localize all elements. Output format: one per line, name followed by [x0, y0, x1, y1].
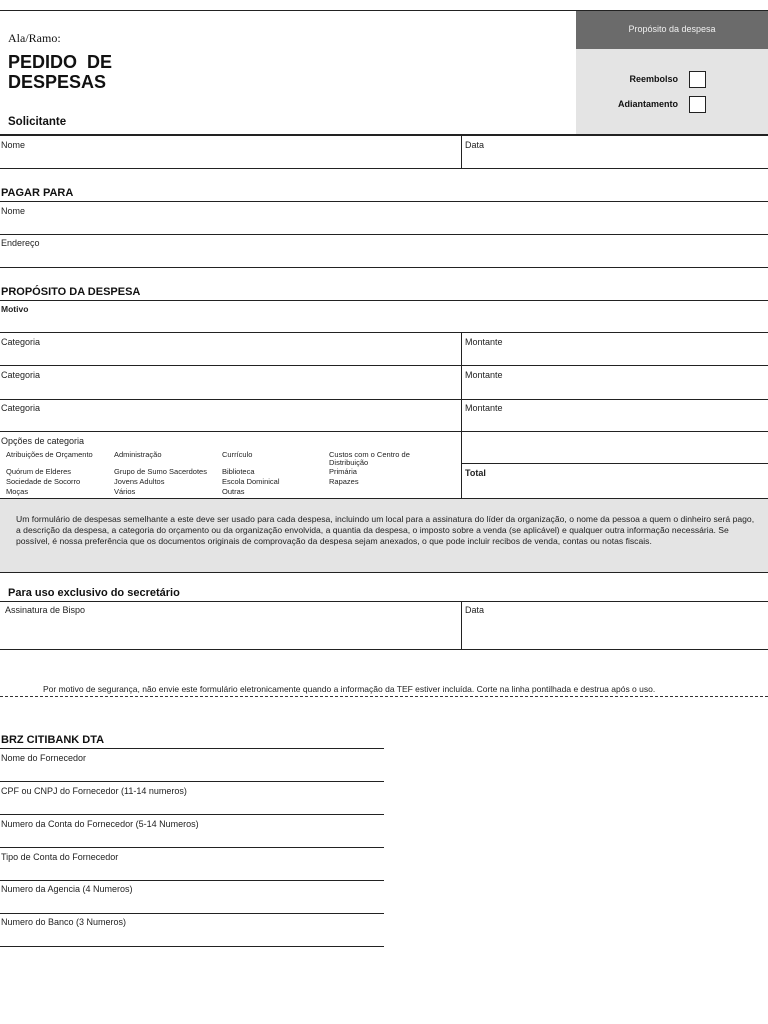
amount-field-1[interactable]: Montante	[465, 337, 503, 347]
rule	[461, 463, 768, 464]
rule	[0, 134, 768, 136]
rule	[0, 781, 384, 782]
option: Administração	[114, 450, 162, 459]
bank-number-field[interactable]: Numero do Banco (3 Numeros)	[1, 917, 127, 927]
form-title-line1: PEDIDO DE	[8, 52, 113, 72]
amount-field-2[interactable]: Montante	[465, 370, 503, 380]
pay-to-name-field[interactable]: Nome	[1, 206, 26, 216]
category-field-3[interactable]: Categoria	[1, 403, 41, 413]
secretary-date-field[interactable]: Data	[465, 605, 485, 615]
category-options-col2	[114, 451, 207, 496]
vendor-account-type-field[interactable]: Tipo de Conta do Fornecedor	[1, 852, 119, 862]
amount-field-3[interactable]: Montante	[465, 403, 503, 413]
option: Distribuição	[329, 458, 369, 467]
divider	[461, 332, 462, 499]
purpose-panel	[576, 11, 768, 134]
vendor-tax-id-field[interactable]: CPF ou CNPJ do Fornecedor (11-14 numeros)	[1, 786, 187, 796]
rule	[0, 814, 384, 815]
option: Currículo	[222, 450, 253, 459]
reimbursement-label: Reembolso	[629, 74, 678, 84]
option: Escola Dominical	[222, 477, 280, 486]
rule	[0, 234, 768, 235]
rule	[0, 913, 384, 914]
category-field-1[interactable]: Categoria	[1, 337, 41, 347]
option: Outras	[222, 487, 245, 496]
rule	[0, 601, 768, 602]
option: Custos com o Centro de	[329, 450, 410, 459]
bank-heading: BRZ CITIBANK DTA	[1, 734, 105, 746]
notice-panel	[0, 499, 768, 572]
rule	[0, 267, 768, 268]
purpose-heading: PROPÓSITO DA DESPESA	[1, 286, 141, 298]
rule	[0, 880, 384, 881]
total-field[interactable]: Total	[465, 468, 486, 478]
category-field-2[interactable]: Categoria	[1, 370, 41, 380]
purpose-panel-header-text: Propósito da despesa	[628, 24, 716, 34]
security-note: Por motivo de segurança, não envie este formulário eletronicamente quando a informação da TEF estiver incluída. Corte na linha pontilhada e destrua após o uso.	[43, 684, 656, 694]
purpose-panel-header	[576, 11, 768, 49]
rule	[0, 201, 768, 202]
divider	[461, 135, 462, 168]
ward-label: Ala/Ramo:	[8, 31, 61, 45]
requester-name-field[interactable]: Nome	[1, 140, 26, 150]
rule	[0, 431, 768, 432]
option: Jovens Adultos	[114, 477, 165, 486]
category-options-title: Opções de categoria	[1, 436, 85, 446]
option: Grupo de Sumo Sacerdotes	[114, 467, 207, 476]
vendor-name-field[interactable]: Nome do Fornecedor	[1, 753, 87, 763]
requester-heading: Solicitante	[8, 116, 67, 128]
category-options-col3	[222, 451, 280, 496]
notice-text: Um formulário de despesas semelhante a este deve ser usado para cada despesa, incluindo um local para a assinatura do líder da organização, o nome da pessoa a quem o dinheiro será pago, a descrição da despesa, a categoria do orçamento ou da organização envolvida, a quantia da despesa, o imposto sobre a venda (se aplicável) e qualquer outra informação necessária. Se possível, é nossa preferência que os documentos originais de comprovação da despesa sejam anexados, o que pode incluir recibos de venda, contas ou notas fiscais.	[16, 514, 755, 546]
option: Quórum de Elderes	[6, 467, 72, 476]
advance-label: Adiantamento	[617, 99, 678, 109]
reason-field[interactable]: Motivo	[1, 304, 29, 314]
form-title	[8, 52, 112, 92]
rule	[0, 365, 768, 366]
option: Moças	[6, 487, 29, 496]
rule	[0, 168, 768, 169]
option: Atribuições de Orçamento	[6, 450, 93, 459]
secretary-heading: Para uso exclusivo do secretário	[8, 587, 180, 599]
rule	[0, 300, 768, 301]
requester-date-field[interactable]: Data	[465, 140, 485, 150]
advance-checkbox[interactable]	[689, 96, 706, 113]
rule	[0, 649, 768, 650]
rule	[0, 572, 768, 573]
agency-number-field[interactable]: Numero da Agencia (4 Numeros)	[1, 884, 133, 894]
option: Vários	[114, 487, 136, 496]
cut-line	[0, 696, 768, 697]
divider	[461, 601, 462, 649]
option: Sociedade de Socorro	[6, 477, 81, 486]
option: Rapazes	[329, 477, 359, 486]
pay-to-address-field[interactable]: Endereço	[1, 238, 40, 248]
rule	[0, 332, 768, 333]
pay-to-heading: PAGAR PARA	[1, 187, 74, 199]
category-options-col4	[329, 451, 410, 486]
bishop-signature-field[interactable]: Assinatura de Bispo	[5, 605, 86, 615]
rule	[0, 946, 384, 947]
option: Primária	[329, 467, 357, 476]
rule	[0, 399, 768, 400]
option: Biblioteca	[222, 467, 255, 476]
category-options-col1	[6, 451, 93, 496]
vendor-account-field[interactable]: Numero da Conta do Fornecedor (5-14 Numeros)	[1, 819, 199, 829]
reimbursement-checkbox[interactable]	[689, 71, 706, 88]
rule	[0, 847, 384, 848]
rule	[0, 748, 384, 749]
form-title-line2: DESPESAS	[8, 72, 107, 92]
